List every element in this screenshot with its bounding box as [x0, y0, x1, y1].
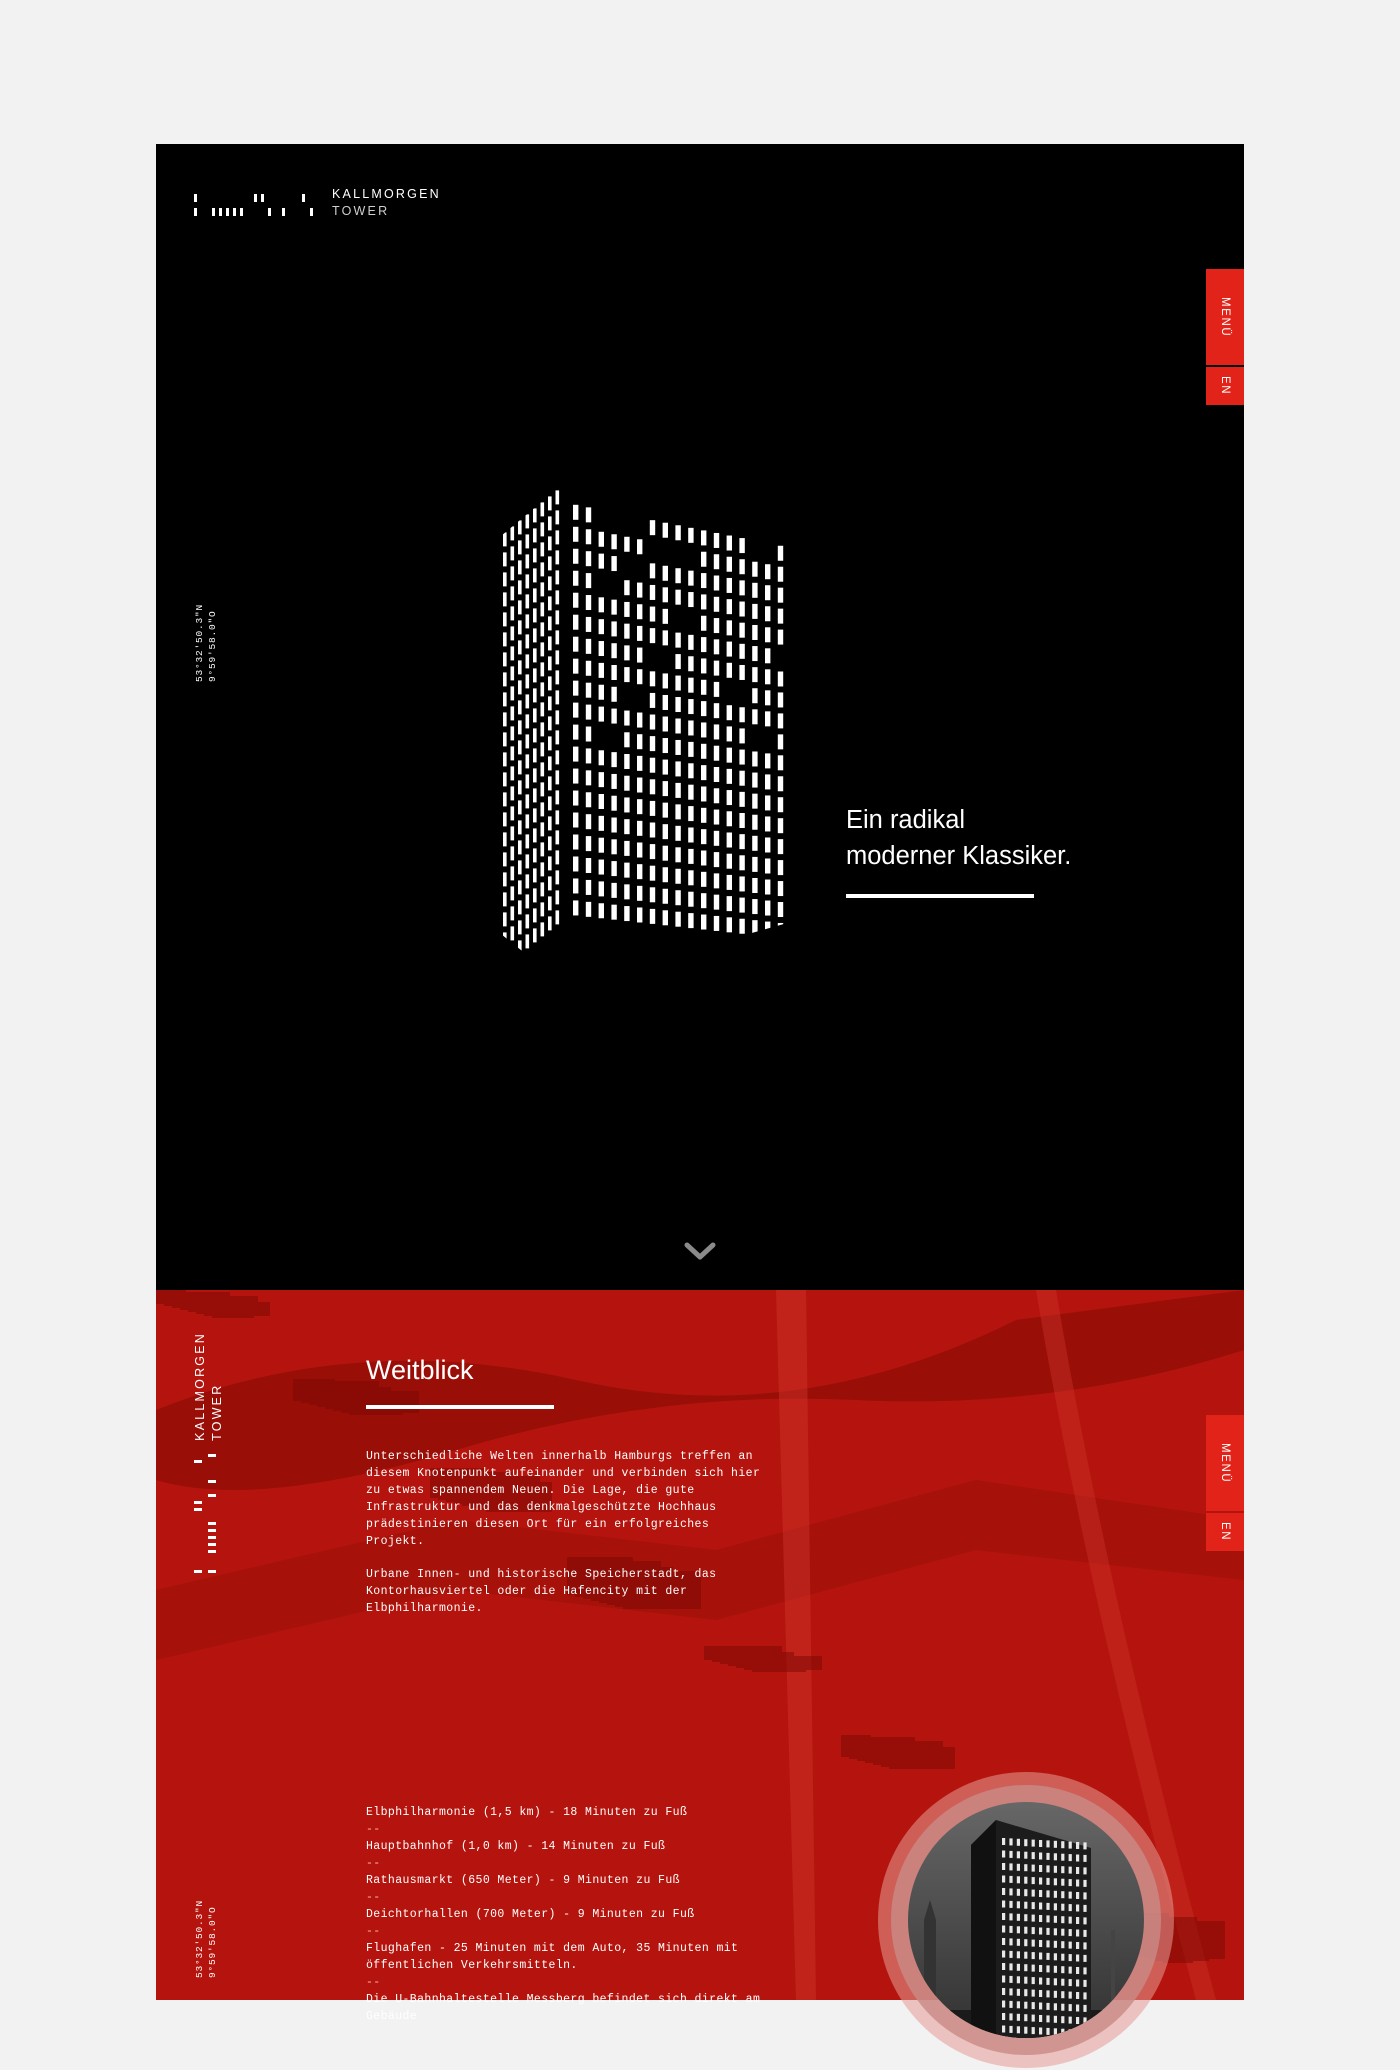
districts-paragraph: Urbane Innen- und historische Speicherstadt, das Kontorhausviertel oder die Hafencity mit der Elbphilharmonie. — [366, 1568, 717, 1615]
longitude: 9°59'58.0"O — [207, 1906, 218, 1979]
list-item: Rathausmarkt (650 Meter) - 9 Minuten zu Fuß — [366, 1874, 680, 1887]
tower-windows-illustration-icon — [501, 484, 791, 984]
list-separator: -- — [366, 1976, 381, 1989]
barcode-windows-logo-icon — [192, 188, 318, 218]
list-item: Flughafen - 25 Minuten mit dem Auto, 35 Minuten mit öffentlichen Verkehrsmitteln. — [366, 1942, 739, 1972]
list-separator: -- — [366, 1891, 381, 1904]
menu-button[interactable] — [1206, 1415, 1244, 1511]
hero-section — [156, 144, 1244, 1290]
brand-name-vertical: KALLMORGEN — [193, 1332, 207, 1441]
brand-subname: TOWER — [332, 204, 390, 218]
longitude: 9°59'58.0"O — [207, 610, 218, 683]
headline-line-2: moderner Klassiker. — [846, 842, 1072, 870]
list-item: Die U-Bahnhaltestelle Messberg befindet sich direkt am Gebäude — [366, 1993, 761, 2023]
menu-button[interactable] — [1206, 269, 1244, 365]
language-label: EN — [1219, 376, 1231, 396]
brand-logo[interactable] — [192, 186, 441, 220]
section-title: Weitblick — [366, 1355, 474, 1385]
menu-label: MENÜ — [1219, 1442, 1231, 1484]
section-title-underline — [366, 1405, 554, 1409]
hero-headline — [846, 802, 1146, 874]
coordinates-weitblick — [193, 1900, 219, 1978]
barcode-windows-logo-icon — [192, 1452, 222, 1578]
chevron-down-icon[interactable] — [683, 1240, 717, 1262]
brand-subname-vertical: TOWER — [210, 1383, 224, 1441]
headline-underline — [846, 894, 1034, 898]
coordinates — [193, 604, 219, 682]
page-frame — [156, 144, 1244, 2023]
menu-label: MENÜ — [1219, 296, 1231, 338]
list-item: Deichtorhallen (700 Meter) - 9 Minuten zu Fuß — [366, 1908, 695, 1921]
weitblick-section — [156, 1290, 1244, 2023]
headline-line-1: Ein radikal — [846, 806, 966, 834]
brand-logo-vertical[interactable] — [192, 1332, 232, 1592]
brand-name: KALLMORGEN — [332, 187, 441, 201]
tower-photo-icon — [876, 1770, 1176, 2070]
list-item: Hauptbahnhof (1,0 km) - 14 Minuten zu Fuß — [366, 1840, 666, 1853]
language-switch-button[interactable] — [1206, 367, 1244, 405]
list-separator: -- — [366, 1925, 381, 1938]
latitude: 53°32'50.3"N — [194, 1900, 205, 1979]
list-item: Elbphilharmonie (1,5 km) - 18 Minuten zu Fuß — [366, 1806, 688, 1819]
list-separator: -- — [366, 1823, 381, 1836]
intro-paragraph: Unterschiedliche Welten innerhalb Hamburgs treffen an diesem Knotenpunkt aufeinander und verbinden sich hier zu etwas spannendem Neuen. Die Lage, die gute Infrastruktur und das denkmalgeschützte Hochhaus prädestinieren diesen Ort für ein erfolgreiches Projekt. — [366, 1450, 761, 1548]
language-switch-button[interactable] — [1206, 1513, 1244, 1551]
latitude: 53°32'50.3"N — [194, 604, 205, 683]
language-label: EN — [1219, 1522, 1231, 1542]
distance-list — [366, 1804, 766, 2025]
list-separator: -- — [366, 1857, 381, 1870]
